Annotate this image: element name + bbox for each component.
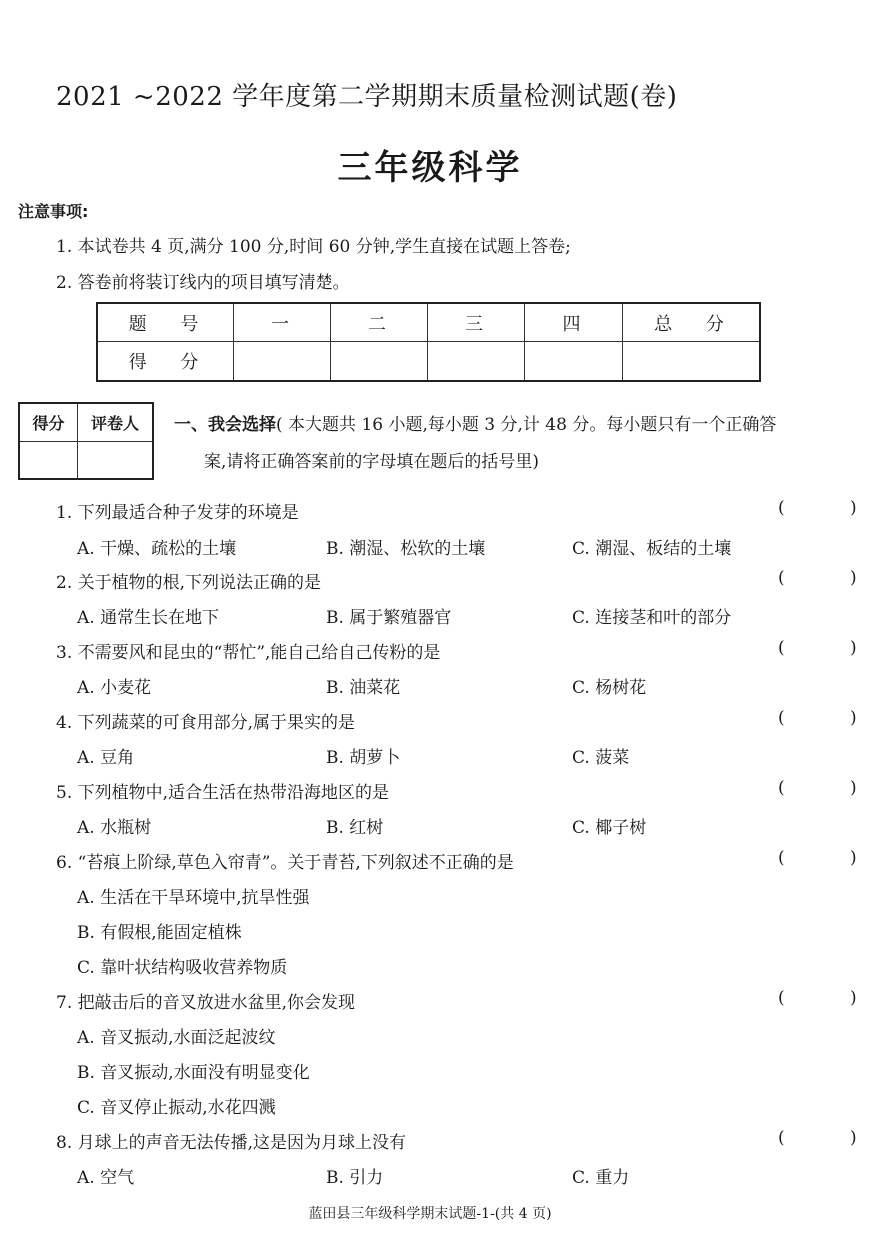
score-table-column: 三 — [428, 304, 525, 342]
grader-name-label: 评卷人 — [78, 404, 152, 442]
score-table-column: 总 分 — [623, 304, 759, 342]
option-a: A. 干燥、疏松的土壤 — [77, 539, 237, 559]
option-b: B. 油菜花 — [326, 678, 401, 698]
note-item: 1. 本试卷共 4 页,满分 100 分,时间 60 分钟,学生直接在试题上答卷; — [56, 237, 571, 257]
option-b: B. 有假根,能固定植株 — [77, 923, 242, 943]
page-title: 三年级科学 — [337, 148, 523, 188]
score-cell[interactable] — [234, 342, 331, 380]
note-item: 2. 答卷前将装订线内的项目填写清楚。 — [56, 273, 350, 293]
section-instructions: ( 本大题共 16 小题,每小题 3 分,计 48 分。每小题只有一个正确答 — [276, 415, 777, 435]
answer-bracket[interactable]: ( ) — [778, 708, 887, 728]
option-c: C. 音叉停止振动,水花四溅 — [77, 1098, 276, 1118]
exam-header: 2021 ~2022 学年度第二学期期末质量检测试题(卷) — [56, 82, 678, 112]
section-instructions-cont: 案,请将正确答案前的字母填在题后的括号里) — [204, 452, 540, 472]
section-heading — [174, 410, 776, 435]
answer-bracket[interactable]: ( ) — [778, 988, 887, 1008]
answer-bracket[interactable]: ( ) — [778, 498, 887, 518]
score-table-column: 四 — [525, 304, 623, 342]
score-cell[interactable] — [331, 342, 428, 380]
grader-score-label: 得分 — [20, 404, 78, 442]
option-c: C. 重力 — [572, 1168, 630, 1188]
answer-bracket[interactable]: ( ) — [778, 1128, 887, 1148]
grader-score-cell[interactable] — [20, 442, 78, 478]
score-cell[interactable] — [623, 342, 759, 380]
option-a: A. 音叉振动,水面泛起波纹 — [77, 1028, 276, 1048]
score-table-column: 二 — [331, 304, 428, 342]
option-a: A. 小麦花 — [77, 678, 152, 698]
score-table — [96, 302, 761, 382]
grader-name-cell[interactable] — [78, 442, 152, 478]
answer-bracket[interactable]: ( ) — [778, 778, 887, 798]
question-text: 4. 下列蔬菜的可食用部分,属于果实的是 — [56, 713, 356, 733]
option-a: A. 豆角 — [77, 748, 135, 768]
option-b: B. 红树 — [326, 818, 384, 838]
score-cell[interactable] — [525, 342, 623, 380]
option-b: B. 胡萝卜 — [326, 748, 401, 768]
notes-heading: 注意事项: — [18, 202, 89, 221]
grader-box — [18, 402, 154, 480]
option-c: C. 菠菜 — [572, 748, 630, 768]
option-c: C. 靠叶状结构吸收营养物质 — [77, 958, 288, 978]
section-title: 一、我会选择 — [174, 415, 276, 435]
option-a: A. 空气 — [77, 1168, 135, 1188]
score-table-header-label: 题 号 — [98, 304, 234, 342]
option-c: C. 椰子树 — [572, 818, 647, 838]
question-text: 3. 不需要风和昆虫的“帮忙”,能自己给自己传粉的是 — [56, 643, 441, 663]
answer-bracket[interactable]: ( ) — [778, 568, 887, 588]
page-footer: 蓝田县三年级科学期末试题-1-(共 4 页) — [308, 1206, 552, 1222]
question-text: 1. 下列最适合种子发芽的环境是 — [56, 503, 299, 523]
option-a: A. 水瓶树 — [77, 818, 152, 838]
answer-bracket[interactable]: ( ) — [778, 638, 887, 658]
question-text: 7. 把敲击后的音叉放进水盆里,你会发现 — [56, 993, 356, 1013]
option-c: C. 潮湿、板结的土壤 — [572, 539, 732, 559]
option-b: B. 潮湿、松软的土壤 — [326, 539, 486, 559]
question-text: 5. 下列植物中,适合生活在热带沿海地区的是 — [56, 783, 390, 803]
option-b: B. 引力 — [326, 1168, 384, 1188]
option-b: B. 音叉振动,水面没有明显变化 — [77, 1063, 310, 1083]
question-text: 6. “苔痕上阶绿,草色入帘青”。关于青苔,下列叙述不正确的是 — [56, 853, 514, 873]
option-c: C. 连接茎和叶的部分 — [572, 608, 732, 628]
option-a: A. 生活在干旱环境中,抗旱性强 — [77, 888, 310, 908]
option-b: B. 属于繁殖器官 — [326, 608, 452, 628]
option-c: C. 杨树花 — [572, 678, 647, 698]
score-cell[interactable] — [428, 342, 525, 380]
question-text: 8. 月球上的声音无法传播,这是因为月球上没有 — [56, 1133, 407, 1153]
score-table-row-label: 得 分 — [98, 342, 234, 380]
question-text: 2. 关于植物的根,下列说法正确的是 — [56, 573, 322, 593]
option-a: A. 通常生长在地下 — [77, 608, 220, 628]
score-table-column: 一 — [234, 304, 331, 342]
answer-bracket[interactable]: ( ) — [778, 848, 887, 868]
